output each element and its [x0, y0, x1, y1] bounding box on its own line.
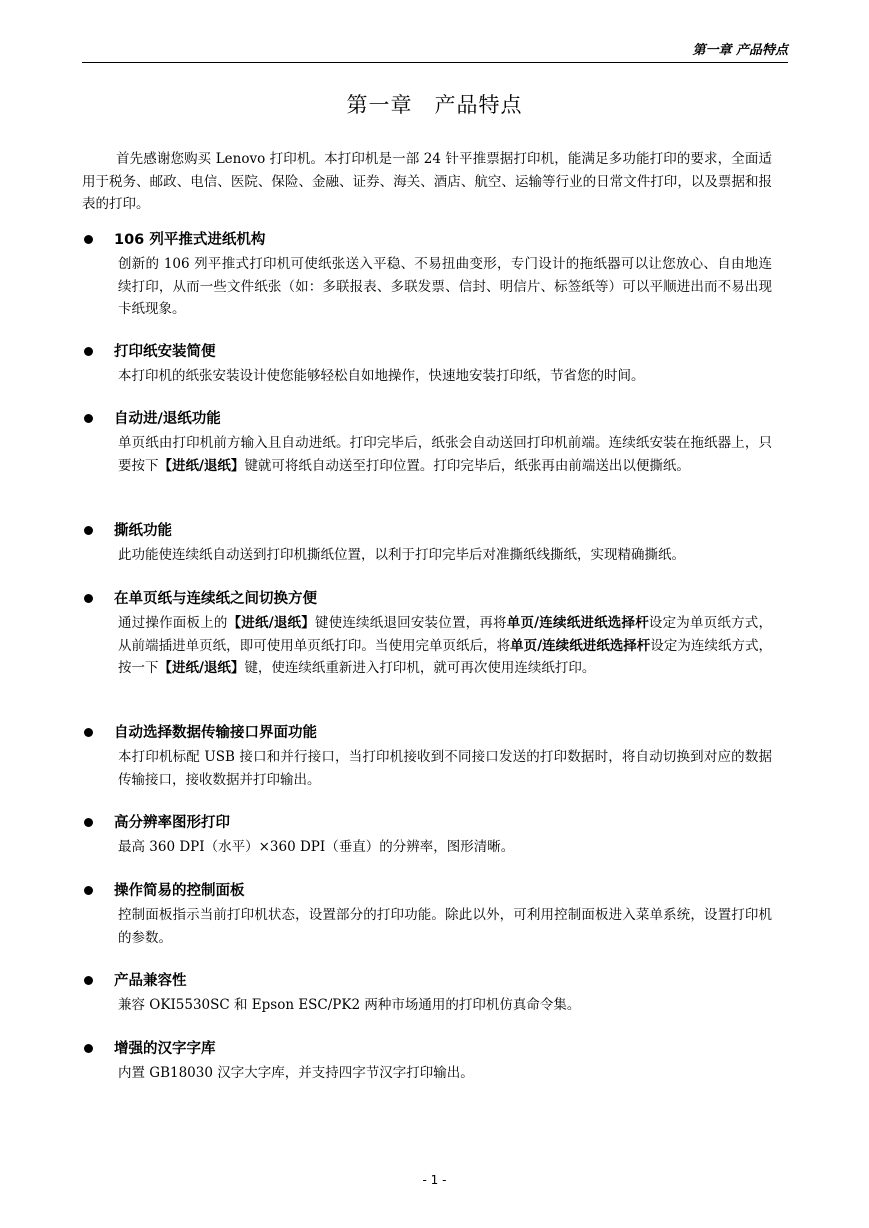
feature-section	[82, 587, 772, 680]
feature-heading	[82, 228, 772, 252]
feature-title: 打印纸安装简便	[114, 344, 216, 360]
description-text: 设定为连续纸方式，按一下	[118, 637, 773, 676]
feature-description	[118, 432, 772, 477]
feature-title: 自动进/退纸功能	[114, 411, 221, 427]
description-text: 单页纸由打印机前方输入且自动进纸。打印完毕后，纸张会自动送回打印机前端。连续纸安装在拖纸器上，只要按下	[118, 435, 772, 474]
emphasized-term: 【进纸/退纸】	[227, 615, 315, 631]
feature-section	[82, 1037, 772, 1085]
feature-heading	[82, 407, 772, 431]
bullet-icon	[84, 728, 93, 737]
description-text: 本打印机标配 USB 接口和并行接口，当打印机接收到不同接口发送的打印数据时，将自动切换到对应的数据传输接口，接收数据并打印输出。	[118, 749, 772, 788]
description-text: 键使连续纸退回安装位置，再将	[314, 615, 507, 631]
emphasized-term: 单页/连续纸进纸选择杆	[510, 637, 651, 654]
description-text: 控制面板指示当前打印机状态，设置部分的打印功能。除此以外，可利用控制面板进入菜单系统，设置打印机的参数。	[118, 907, 772, 946]
feature-description	[118, 253, 772, 321]
feature-heading	[82, 879, 772, 903]
feature-description	[118, 904, 772, 949]
feature-section	[82, 811, 772, 859]
description-text: 键就可将纸自动送至打印位置。打印完毕后，纸张再由前端送出以便撕纸。	[244, 457, 690, 474]
feature-heading	[82, 519, 772, 543]
bullet-icon	[84, 414, 93, 423]
header-rule	[82, 62, 788, 63]
feature-heading	[82, 969, 772, 993]
feature-section	[82, 407, 772, 477]
description-text: 创新的 106 列平推式打印机可使纸张送入平稳、不易扭曲变形，专门设计的拖纸器可以让您放心、自由地连续打印，从而一些文件纸张（如：多联报表、多联发票、信封、明信片、标签纸等）可以平顺进出而不易出现卡纸现象。	[118, 256, 772, 317]
feature-title: 高分辨率图形打印	[114, 815, 230, 831]
chapter-title: 第一章 产品特点	[346, 93, 523, 117]
feature-heading	[82, 340, 772, 364]
bullet-icon	[84, 976, 93, 985]
feature-section	[82, 340, 772, 388]
feature-title: 撕纸功能	[114, 523, 172, 539]
feature-description	[118, 746, 772, 791]
description-text: 本打印机的纸张安装设计使您能够轻松自如地操作，快速地安装打印纸，节省您的时间。	[118, 368, 645, 384]
feature-description	[118, 365, 772, 388]
feature-description	[118, 994, 772, 1017]
bullet-icon	[84, 818, 93, 827]
feature-heading	[82, 1037, 772, 1061]
running-header: 第一章 产品特点	[692, 43, 788, 58]
bullet-icon	[84, 594, 93, 603]
description-text: 兼容 OKI5530SC 和 Epson ESC/PK2 两种市场通用的打印机仿真命令集。	[118, 997, 581, 1013]
feature-section	[82, 519, 772, 567]
feature-section	[82, 969, 772, 1017]
bullet-icon	[84, 886, 93, 895]
feature-heading	[82, 721, 772, 745]
feature-title: 增强的汉字字库	[114, 1041, 216, 1057]
page-number: - 1 -	[422, 1173, 447, 1187]
bullet-icon	[84, 526, 93, 535]
feature-title: 在单页纸与连续纸之间切换方便	[114, 591, 317, 607]
feature-description	[118, 1062, 772, 1085]
emphasized-term: 【进纸/退纸】	[158, 457, 245, 474]
intro-paragraph: 首先感谢您购买 Lenovo 打印机。本打印机是一部 24 针平推票据打印机，能满足多功能打印的要求，全面适用于税务、邮政、电信、医院、保险、金融、证券、海关、酒店、航空、运输等行业的日常文件打印，以及票据和报表的打印。	[82, 151, 772, 212]
description-text: 键，使连续纸重新进入打印机，就可再次使用连续纸打印。	[244, 660, 596, 676]
feature-description	[118, 836, 772, 859]
bullet-icon	[84, 347, 93, 356]
feature-title: 106 列平推式进纸机构	[114, 232, 266, 248]
description-text: 通过操作面板上的	[118, 615, 228, 631]
feature-section	[82, 228, 772, 321]
feature-title: 操作简易的控制面板	[114, 883, 245, 899]
feature-heading	[82, 811, 772, 835]
feature-description	[118, 612, 772, 680]
feature-heading	[82, 587, 772, 611]
bullet-icon	[84, 1044, 93, 1053]
description-text: 此功能使连续纸自动送到打印机撕纸位置，以利于打印完毕后对准撕纸线撕纸，实现精确撕纸。	[118, 547, 685, 563]
feature-description	[118, 544, 772, 567]
emphasized-term: 【进纸/退纸】	[158, 660, 245, 676]
feature-section	[82, 721, 772, 791]
feature-title: 自动选择数据传输接口界面功能	[114, 725, 317, 741]
feature-section	[82, 879, 772, 949]
feature-title: 产品兼容性	[114, 973, 187, 989]
description-text: 设定为单页纸方式，从前端插进单页纸，即可使用单页纸打印。当使用完单页纸后，将	[118, 615, 773, 654]
emphasized-term: 单页/连续纸进纸选择杆	[506, 615, 649, 631]
description-text: 最高 360 DPI（水平）×360 DPI（垂直）的分辨率，图形清晰。	[118, 839, 515, 855]
bullet-icon	[84, 235, 93, 244]
description-text: 内置 GB18030 汉字大字库，并支持四字节汉字打印输出。	[118, 1065, 474, 1081]
